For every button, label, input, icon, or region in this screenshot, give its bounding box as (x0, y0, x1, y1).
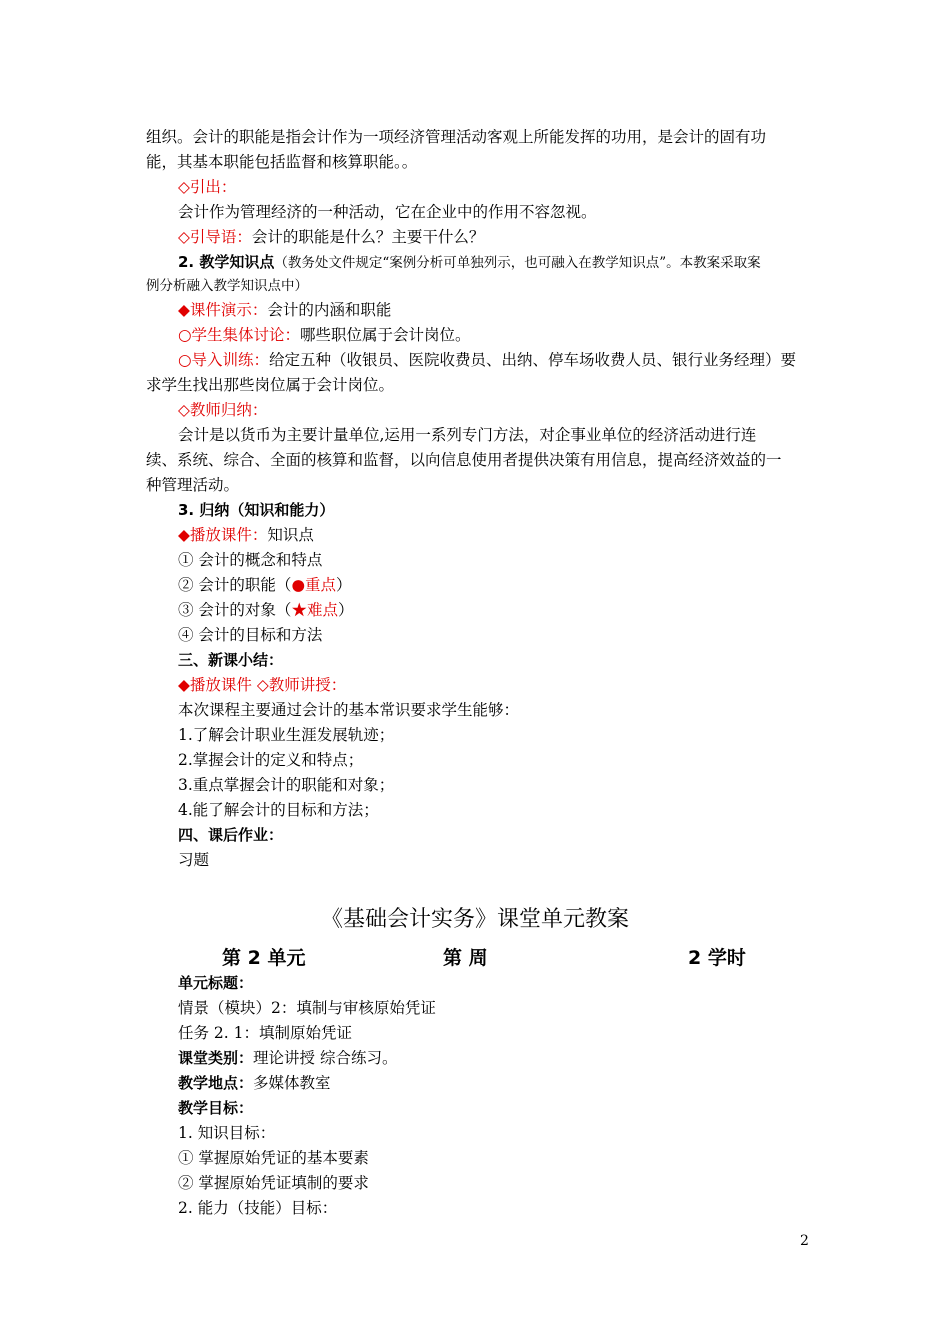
list-item: 2.掌握会计的定义和特点； (178, 751, 364, 769)
section-2-note: （教务处文件规定“案例分析可单独列示，也可融入在教学知识点”。本教案采取案 (274, 255, 761, 271)
xunlian-line (178, 349, 796, 371)
point3-close: ） (337, 601, 354, 619)
point3-text: ③ 会计的对象（ (178, 601, 292, 619)
class-type-label: 课堂类别： (178, 1049, 254, 1067)
key-point-badge: ●重点 (291, 576, 336, 594)
bofang-label: ◆播放课件： (178, 526, 268, 544)
section-2-heading-line (178, 251, 761, 274)
taolun-line (178, 324, 471, 346)
hours-label: 2 学时 (688, 947, 746, 969)
difficult-point-badge: ★难点 (291, 601, 338, 619)
guina-text-2: 续、系统、综合、全面的核算和监督，以向信息使用者提供决策有用信息，提高经济效益的一 (146, 451, 782, 469)
list-item: 3.重点掌握会计的职能和对象； (178, 776, 395, 794)
paragraph-line: 组织。会计的职能是指会计作为一项经济管理活动客观上所能发挥的功用，是会计的固有功 (146, 128, 767, 146)
location-line (178, 1072, 331, 1094)
location-text: 多媒体教室 (253, 1074, 331, 1092)
summary-heading-line (178, 649, 283, 671)
task-line: 任务 2. 1：填制原始凭证 (178, 1024, 353, 1042)
guina-line (178, 399, 267, 421)
yindaoyu-label: ◇引导语： (178, 228, 252, 246)
bofang-line (178, 524, 314, 546)
summary-label: ◆播放课件 ◇教师讲授： (178, 676, 347, 694)
summary-label-line (178, 674, 346, 696)
section-2-note-line (146, 274, 308, 297)
homework-heading-line (178, 824, 283, 846)
guina-text-1: 会计是以货币为主要计量单位,运用一系列专门方法，对企事业单位的经济活动进行连 (178, 426, 757, 444)
list-item: ① 掌握原始凭证的基本要素 (178, 1149, 369, 1167)
list-item: 4.能了解会计的目标和方法； (178, 801, 379, 819)
taolun-label: ○学生集体讨论： (178, 326, 301, 344)
yindaoyu-text: 会计的职能是什么？主要干什么？ (251, 228, 485, 246)
yinchu-label: ◇引出： (178, 178, 237, 196)
yindaoyu-line (178, 226, 484, 248)
guina-text-3: 种管理活动。 (146, 476, 240, 494)
list-item (178, 574, 351, 596)
class-type-line (178, 1047, 397, 1069)
kejian-text: 会计的内涵和职能 (267, 301, 392, 319)
bofang-text: 知识点 (267, 526, 314, 544)
taolun-text: 哪些职位属于会计岗位。 (300, 326, 471, 344)
list-item: ② 掌握原始凭证填制的要求 (178, 1174, 369, 1192)
page-number: 2 (800, 1233, 809, 1249)
objectives-line (178, 1097, 253, 1119)
section-3-heading: 3. 归纳（知识和能力） (178, 501, 335, 519)
kejian-label: ◆课件演示： (178, 301, 268, 319)
objectives-label: 教学目标： (178, 1099, 254, 1117)
kejian-line (178, 299, 391, 321)
summary-intro: 本次课程主要通过会计的基本常识要求学生能够： (178, 701, 520, 719)
section-2-note-cont: 例分析融入教学知识点中） (146, 278, 308, 294)
homework-heading: 四、课后作业： (178, 826, 284, 844)
xunlian-label: ○导入训练： (178, 351, 270, 369)
section-3-heading-line (178, 499, 334, 521)
scenario-line: 情景（模块）2：填制与审核原始凭证 (178, 999, 436, 1017)
list-item: ① 会计的概念和特点 (178, 551, 323, 569)
unit-label: 第 2 单元 (222, 947, 306, 969)
paragraph-line: 能，其基本职能包括监督和核算职能。。 (146, 153, 418, 171)
xunlian-text: 给定五种（收银员、医院收费员、出纳、停车场收费人员、银行业务经理）要 (269, 351, 797, 369)
week-label: 第 周 (443, 947, 488, 969)
homework-text: 习题 (178, 851, 210, 869)
class-type-text: 理论讲授 综合练习。 (253, 1049, 398, 1067)
yinchu-text: 会计作为管理经济的一种活动，它在企业中的作用不容忽视。 (178, 203, 597, 221)
list-item (178, 599, 353, 621)
knowledge-goal: 1. 知识目标： (178, 1124, 276, 1142)
yinchu-line (178, 176, 236, 198)
guina-label: ◇教师归纳： (178, 401, 268, 419)
summary-heading: 三、新课小结： (178, 651, 284, 669)
location-label: 教学地点： (178, 1074, 254, 1092)
section-2-heading: 2. 教学知识点 (178, 253, 275, 271)
list-item: 1.了解会计职业生涯发展轨迹； (178, 726, 395, 744)
document-title: 《基础会计实务》课堂单元教案 (320, 907, 629, 932)
point2-close: ） (335, 576, 352, 594)
point2-text: ② 会计的职能（ (178, 576, 292, 594)
unit-title-label: 单元标题： (178, 974, 254, 992)
list-item: ④ 会计的目标和方法 (178, 626, 323, 644)
unit-title-label-line (178, 972, 253, 994)
xunlian-line-2: 求学生找出那些岗位属于会计岗位。 (146, 376, 395, 394)
ability-goal: 2. 能力（技能）目标： (178, 1199, 338, 1217)
